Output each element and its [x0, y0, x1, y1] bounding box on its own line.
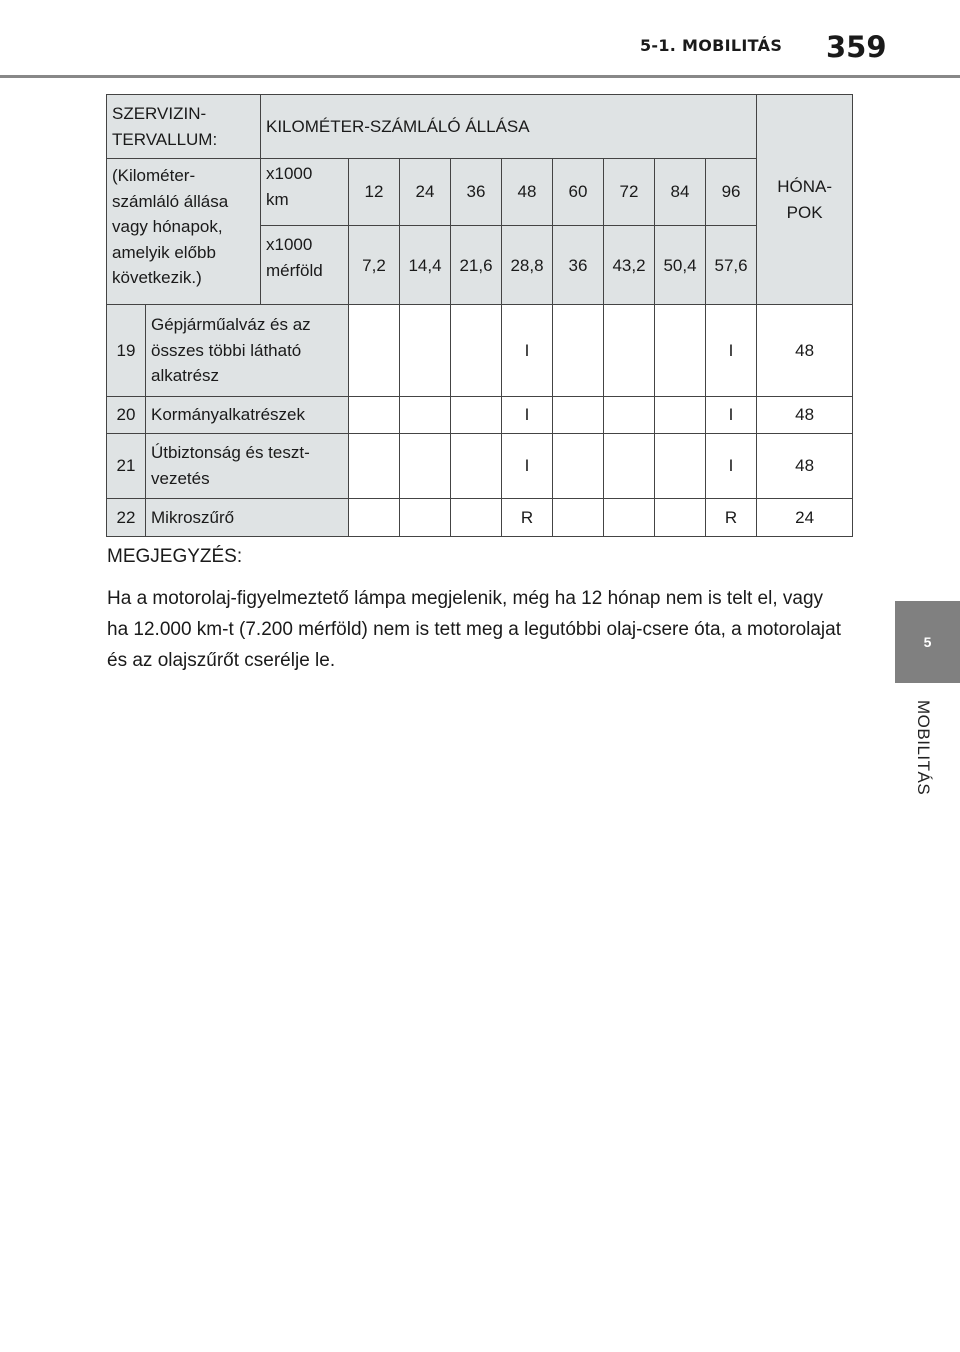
row-mark: [451, 396, 502, 433]
row-number: 22: [107, 498, 146, 536]
km-value: 36: [451, 159, 502, 226]
row-item: [146, 396, 349, 433]
km-unit-label: x1000 km: [266, 164, 313, 209]
condition-cell: [107, 159, 261, 305]
note-title: MEGJEGYZÉS:: [107, 546, 243, 567]
header-divider: [0, 75, 960, 78]
chapter-side-label: MOBILITÁS: [914, 700, 933, 796]
row-mark: [451, 433, 502, 498]
row-months: 48: [757, 305, 853, 396]
row-item: [146, 498, 349, 536]
row-mark: I: [706, 396, 757, 433]
table-row: [107, 396, 853, 433]
row-item-label: Kormányalkatrészek: [151, 404, 306, 424]
maintenance-schedule-table: [106, 94, 853, 537]
row-mark: R: [502, 498, 553, 536]
months-label: HÓNA- POK: [777, 177, 832, 222]
row-item-label: Gépjárműalváz és az összes többi látható alkatrész: [151, 315, 311, 386]
row-mark: [400, 433, 451, 498]
km-value: 48: [502, 159, 553, 226]
row-number: 19: [107, 305, 146, 396]
interval-header: [107, 95, 261, 159]
row-mark: I: [502, 433, 553, 498]
row-mark: [604, 305, 655, 396]
page-number: 359: [826, 30, 887, 64]
row-number: 20: [107, 396, 146, 433]
row-mark: [604, 396, 655, 433]
mile-value: 28,8: [502, 226, 553, 305]
km-value: 12: [349, 159, 400, 226]
section-title: 5-1. MOBILITÁS: [640, 36, 783, 55]
row-mark: R: [706, 498, 757, 536]
chapter-tab[interactable]: [895, 601, 960, 683]
row-mark: I: [706, 305, 757, 396]
odometer-header: [261, 95, 757, 159]
mile-value: 21,6: [451, 226, 502, 305]
mile-value: 43,2: [604, 226, 655, 305]
mile-value: 50,4: [655, 226, 706, 305]
row-mark: [400, 396, 451, 433]
km-value: 72: [604, 159, 655, 226]
row-item: [146, 305, 349, 396]
row-item-label: Mikroszűrő: [151, 507, 235, 527]
row-item-label: Útbiztonság és teszt- vezetés: [151, 443, 310, 488]
table-row: [107, 305, 853, 396]
interval-label: SZERVIZIN- TERVALLUM:: [112, 104, 218, 149]
mile-value: 36: [553, 226, 604, 305]
mile-unit-cell: [261, 226, 349, 305]
table-row: [107, 498, 853, 536]
km-value: 96: [706, 159, 757, 226]
km-value: 60: [553, 159, 604, 226]
row-mark: [655, 305, 706, 396]
mile-value: 14,4: [400, 226, 451, 305]
row-mark: [400, 305, 451, 396]
row-months: 48: [757, 396, 853, 433]
row-mark: [655, 396, 706, 433]
km-unit-cell: [261, 159, 349, 226]
row-mark: [604, 498, 655, 536]
odometer-label: KILOMÉTER-SZÁMLÁLÓ ÁLLÁSA: [266, 116, 530, 136]
row-mark: [451, 305, 502, 396]
row-mark: I: [502, 305, 553, 396]
table-row: [107, 433, 853, 498]
condition-label: (Kilométer- számláló állása vagy hónapok, amelyik előbb következik.): [112, 166, 229, 288]
row-mark: [604, 433, 655, 498]
row-item: [146, 433, 349, 498]
mile-unit-label: x1000 mérföld: [266, 235, 323, 280]
row-mark: I: [706, 433, 757, 498]
row-mark: I: [502, 396, 553, 433]
mile-value: 7,2: [349, 226, 400, 305]
note-body: Ha a motorolaj-figyelmeztető lámpa megjelenik, még ha 12 hónap nem is telt el, vagy ha 12.000 km-t (7.200 mérföld) nem is tett meg a legutóbbi olaj-csere óta, a motorolajat és az olajszűrőt cserélje le.: [107, 588, 841, 671]
km-value: 24: [400, 159, 451, 226]
row-mark: [655, 433, 706, 498]
row-months: 48: [757, 433, 853, 498]
row-months: 24: [757, 498, 853, 536]
chapter-number: 5: [923, 634, 932, 650]
row-mark: [400, 498, 451, 536]
months-header: [757, 95, 853, 305]
km-value: 84: [655, 159, 706, 226]
mile-value: 57,6: [706, 226, 757, 305]
row-number: 21: [107, 433, 146, 498]
